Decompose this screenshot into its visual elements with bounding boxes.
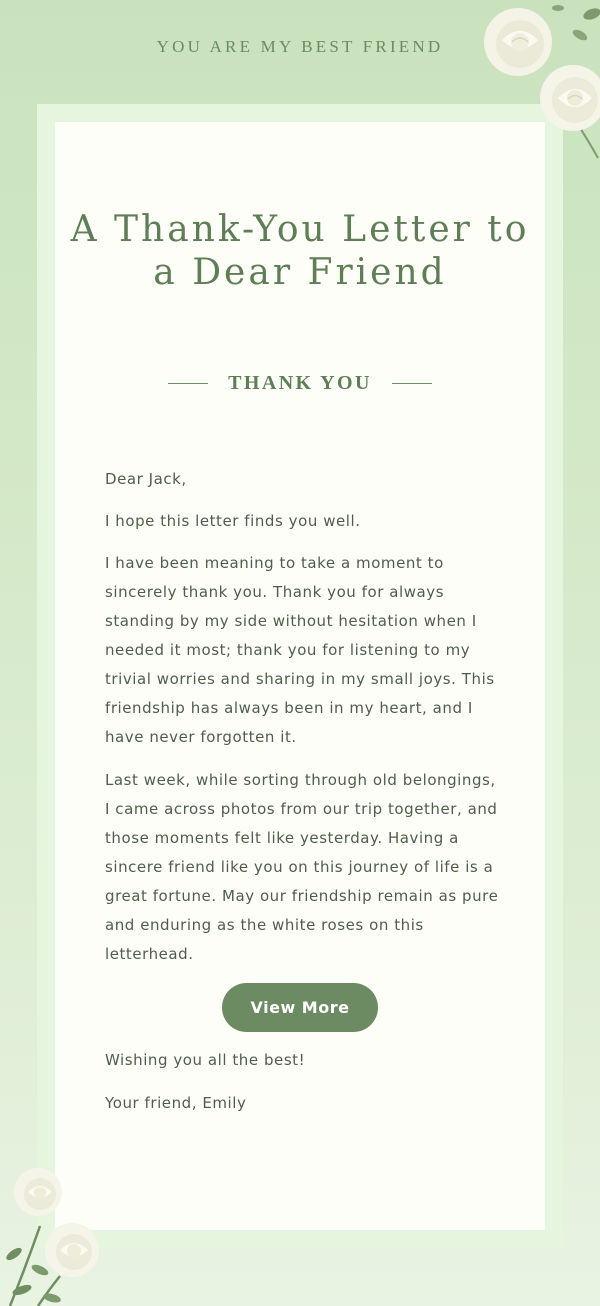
- letter-closing: Wishing you all the best!: [105, 1051, 306, 1069]
- view-more-button[interactable]: View More: [222, 983, 378, 1032]
- roses-top-right-image: [480, 0, 600, 160]
- letter-greeting: Dear Jack,: [105, 470, 187, 488]
- letter-paragraph-1: I have been meaning to take a moment to sincerely thank you. Thank you for always standing by my side without hesitation when I needed it most; thank you for listening to my trivial worries and sharing in my small joys. This friendship has always been in my heart, and I have never forgotten it.: [105, 554, 495, 746]
- subtitle-rule-left: [168, 383, 208, 384]
- letter-paragraph-2: Last week, while sorting through old belongings, I came across photos from our trip together, and those moments felt like yesterday. Having a sincere friend like you on this journey of life is a great fortune. May our friendship remain as pure and enduring as the white roses on this letterhead.: [105, 771, 499, 963]
- letter-title: A Thank-You Letter to a Dear Friend: [70, 209, 530, 293]
- subtitle-rule-right: [392, 383, 432, 384]
- roses-bottom-left-image: [0, 1166, 120, 1306]
- letter-opening: I hope this letter finds you well.: [105, 512, 361, 530]
- letter-signature: Your friend, Emily: [105, 1094, 247, 1112]
- header-tagline: YOU ARE MY BEST FRIEND: [156, 37, 444, 56]
- letter-subtitle: THANK YOU: [228, 371, 372, 394]
- subtitle-row: [55, 369, 545, 397]
